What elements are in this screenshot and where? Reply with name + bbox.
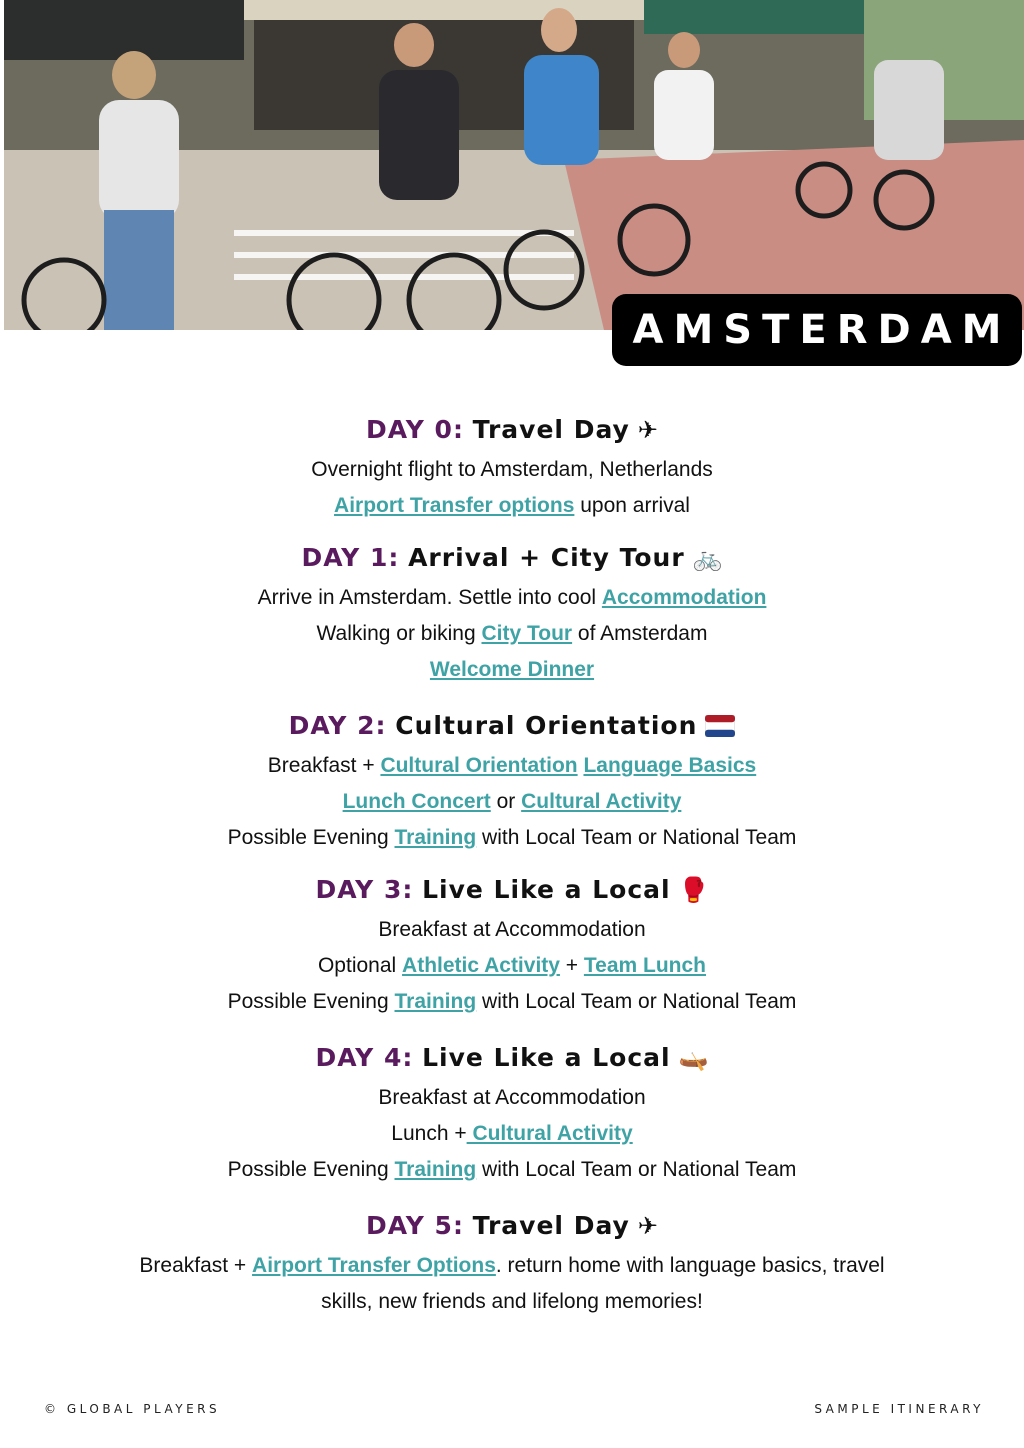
- day-detail-line: [0, 748, 1024, 784]
- detail-text: or: [490, 790, 522, 813]
- detail-text: Breakfast +: [139, 1254, 253, 1277]
- itinerary-link[interactable]: Cultural Orientation: [380, 754, 578, 777]
- itinerary-link[interactable]: Athletic Activity: [402, 954, 560, 977]
- detail-text: Lunch +: [391, 1122, 467, 1145]
- day-number: DAY 1:: [301, 543, 400, 572]
- itinerary-link[interactable]: Welcome Dinner: [429, 658, 595, 681]
- itinerary-link[interactable]: Language Basics: [583, 754, 757, 777]
- itinerary-link[interactable]: City Tour: [481, 622, 573, 645]
- day-number: DAY 5:: [366, 1211, 464, 1240]
- day-section: [0, 1036, 1024, 1188]
- day-heading: [0, 408, 1024, 452]
- day-section: [0, 868, 1024, 1020]
- day-number: DAY 3:: [315, 875, 414, 904]
- detail-text: Overnight flight to Amsterdam, Netherlands: [311, 458, 713, 481]
- hero-photo: [4, 0, 1024, 330]
- city-title: AMSTERDAM: [632, 307, 1012, 353]
- itinerary-link[interactable]: Accommodation: [601, 586, 767, 609]
- day-number: DAY 2:: [288, 711, 387, 740]
- day-detail-line: [0, 1080, 1024, 1116]
- day-title: Travel Day: [472, 1211, 630, 1240]
- day-number: DAY 4:: [315, 1043, 414, 1072]
- detail-text: Possible Evening: [227, 826, 395, 849]
- detail-text: Breakfast at Accommodation: [378, 1086, 646, 1109]
- bicycle-icon: 🚲: [692, 544, 723, 572]
- day-detail-line: [0, 652, 1024, 688]
- itinerary-link[interactable]: Lunch Concert: [342, 790, 491, 813]
- day-section: [0, 1204, 1024, 1320]
- detail-text: Possible Evening: [227, 990, 395, 1013]
- day-number: DAY 0:: [366, 415, 464, 444]
- day-heading: [0, 868, 1024, 912]
- city-title-badge: [612, 294, 1022, 366]
- detail-text: with Local Team or National Team: [476, 826, 797, 849]
- day-detail-line: [0, 452, 1024, 488]
- detail-text: Arrive in Amsterdam. Settle into cool: [257, 586, 602, 609]
- detail-text: +: [559, 954, 584, 977]
- day-detail-line: [0, 1284, 1024, 1320]
- detail-text: skills, new friends and lifelong memories!: [321, 1290, 703, 1313]
- detail-text: . return home with language basics, travel: [495, 1254, 885, 1277]
- day-heading: [0, 1036, 1024, 1080]
- day-detail-line: [0, 912, 1024, 948]
- day-section: [0, 536, 1024, 688]
- footer-label: SAMPLE ITINERARY: [814, 1402, 984, 1416]
- boxing-glove-icon: 🥊: [678, 876, 709, 904]
- itinerary-link[interactable]: Training: [394, 1158, 477, 1181]
- day-detail-line: [0, 488, 1024, 524]
- detail-text: Breakfast at Accommodation: [378, 918, 646, 941]
- canoe-icon: 🛶: [678, 1044, 709, 1072]
- detail-text: Possible Evening: [227, 1158, 395, 1181]
- itinerary-link[interactable]: Training: [394, 826, 477, 849]
- footer-copyright: © GLOBAL PLAYERS: [44, 1402, 221, 1416]
- day-title: Travel Day: [472, 415, 630, 444]
- airplane-icon: ✈: [637, 416, 658, 444]
- day-section: [0, 704, 1024, 856]
- detail-text: Walking or biking: [316, 622, 482, 645]
- day-detail-line: [0, 1248, 1024, 1284]
- day-heading: [0, 536, 1024, 580]
- day-detail-line: [0, 580, 1024, 616]
- detail-text: with Local Team or National Team: [476, 1158, 797, 1181]
- itinerary: [0, 408, 1024, 1332]
- day-title: Cultural Orientation: [395, 711, 698, 740]
- day-detail-line: [0, 616, 1024, 652]
- detail-text: Breakfast +: [267, 754, 381, 777]
- detail-text: Optional: [317, 954, 403, 977]
- day-title: Live Like a Local: [422, 1043, 671, 1072]
- itinerary-link[interactable]: Training: [394, 990, 477, 1013]
- day-detail-line: [0, 1116, 1024, 1152]
- day-detail-line: [0, 784, 1024, 820]
- airplane-icon: ✈: [637, 1212, 658, 1240]
- itinerary-link[interactable]: Cultural Activity: [521, 790, 682, 813]
- itinerary-link[interactable]: Team Lunch: [583, 954, 707, 977]
- day-heading: [0, 1204, 1024, 1248]
- day-detail-line: [0, 820, 1024, 856]
- day-heading: [0, 704, 1024, 748]
- day-title: Arrival + City Tour: [408, 543, 685, 572]
- detail-text: of Amsterdam: [572, 622, 708, 645]
- day-section: [0, 408, 1024, 524]
- detail-text: with Local Team or National Team: [476, 990, 797, 1013]
- detail-text: upon arrival: [574, 494, 690, 517]
- day-detail-line: [0, 1152, 1024, 1188]
- day-detail-line: [0, 984, 1024, 1020]
- day-detail-line: [0, 948, 1024, 984]
- day-title: Live Like a Local: [422, 875, 671, 904]
- netherlands-flag-icon: [705, 704, 735, 748]
- itinerary-link[interactable]: Airport Transfer options: [334, 494, 575, 517]
- itinerary-link[interactable]: Cultural Activity: [466, 1122, 633, 1145]
- itinerary-link[interactable]: Airport Transfer Options: [252, 1254, 496, 1277]
